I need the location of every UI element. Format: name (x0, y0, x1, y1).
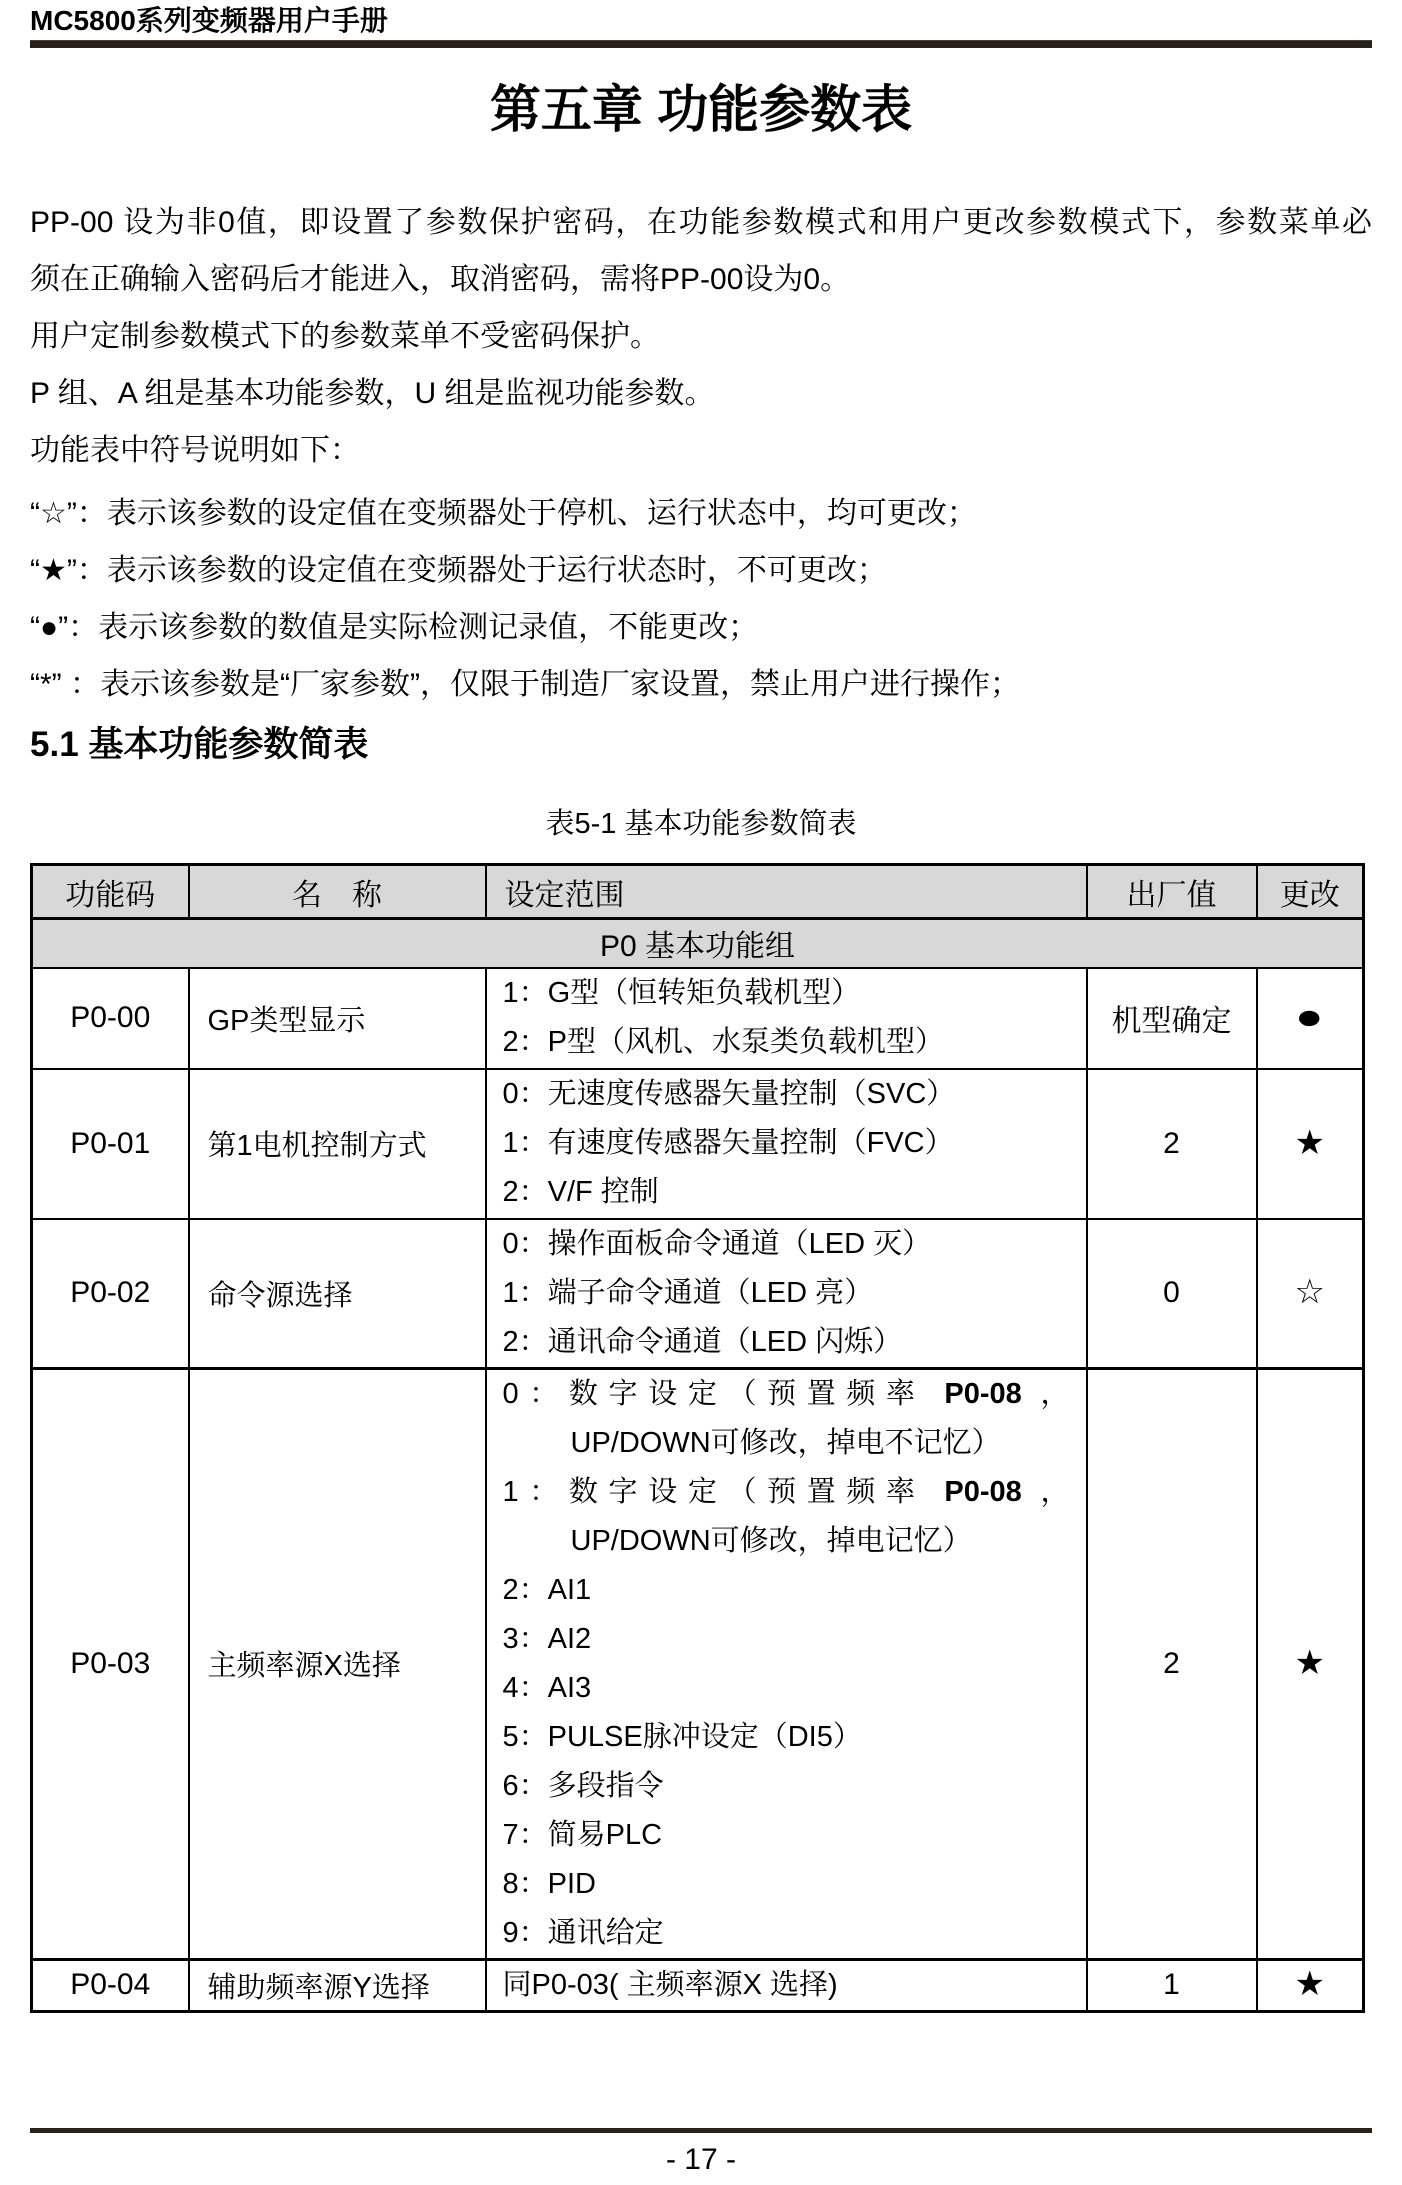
param-default: 2 (1087, 1368, 1257, 1959)
param-code: P0-02 (32, 1219, 189, 1369)
dot-symbol: ● (1295, 997, 1325, 1037)
range-option: UP/DOWN可修改，掉电不记忆） (570, 1426, 1001, 1459)
note-dot: “●”：表示该参数的数值是实际检测记录值，不能更改； (30, 611, 759, 644)
paragraph-line: PP-00 设为非0值，即设置了参数保护密码，在功能参数模式和用户更改参数模式下，参数菜单必 (30, 206, 1372, 239)
range-option: 同P0-03( 主频率源X 选择) (502, 1968, 838, 2001)
param-name: 第1电机控制方式 (189, 1069, 486, 1219)
col-header-range: 设定范围 (486, 865, 1087, 919)
param-code: P0-04 (32, 1959, 189, 2011)
param-default: 0 (1087, 1219, 1257, 1369)
range-option: 0：数字设定（预置频率 P0-08 ， (502, 1377, 1070, 1410)
col-header-name: 名 称 (189, 865, 486, 919)
col-header-code: 功能码 (32, 865, 189, 919)
range-options (503, 1370, 1070, 1958)
param-change (1257, 1219, 1364, 1369)
intro-paragraphs (30, 194, 1372, 479)
symbol-notes (30, 485, 1372, 713)
footer-rule (30, 2128, 1372, 2133)
param-change (1257, 1368, 1364, 1959)
param-default: 2 (1087, 1069, 1257, 1219)
table-row (32, 1959, 1364, 2011)
note-star-solid: “★”：表示该参数的设定值在变频器处于运行状态时，不可更改； (30, 554, 887, 587)
range-option: 1：G型（恒转矩负载机型） (502, 977, 861, 1009)
param-range (486, 1069, 1087, 1219)
manual-title: MC5800系列变频器用户手册 (30, 5, 388, 36)
range-option: 3：AI2 (502, 1622, 592, 1655)
table-row (32, 1368, 1364, 1959)
page-header (30, 0, 1372, 37)
range-option: 2：AI1 (502, 1573, 592, 1606)
col-header-default: 出厂值 (1087, 865, 1257, 919)
group-header: P0 基本功能组 (32, 919, 1364, 968)
paragraph-line: 须在正确输入密码后才能进入，取消密码，需将PP-00设为0。 (30, 263, 851, 296)
solid-star-symbol: ★ (1294, 1123, 1325, 1162)
table-row (32, 1219, 1364, 1369)
table-head (32, 865, 1364, 968)
range-option: 7：简易PLC (502, 1818, 663, 1851)
range-option: 6：多段指令 (502, 1769, 664, 1802)
range-option: 8：PID (502, 1867, 596, 1900)
range-option: 9：通讯给定 (502, 1916, 664, 1949)
paragraph-line: 用户定制参数模式下的参数菜单不受密码保护。 (30, 320, 660, 353)
table-body (32, 968, 1364, 2012)
solid-star-symbol: ★ (1294, 1965, 1325, 2003)
page-number: - 17 - (665, 2143, 737, 2176)
range-options (503, 1220, 1070, 1367)
section-heading: 5.1 基本功能参数简表 (30, 725, 369, 764)
param-name: 命令源选择 (189, 1219, 486, 1369)
note-asterisk: “*” ：表示该参数是“厂家参数”，仅限于制造厂家设置，禁止用户进行操作； (30, 668, 1020, 701)
range-option: 5：PULSE脉冲设定（DI5） (502, 1720, 862, 1753)
note-star-hollow: “☆”：表示该参数的设定值在变频器处于停机、运行状态中，均可更改； (30, 497, 977, 530)
table-row (32, 968, 1364, 1069)
paragraph-line: 功能表中符号说明如下： (30, 434, 360, 467)
table-row (32, 1069, 1364, 1219)
range-option: 1：端子命令通道（LED 亮） (502, 1276, 874, 1309)
param-code: P0-01 (32, 1069, 189, 1219)
table-caption: 表5-1 基本功能参数简表 (545, 808, 857, 840)
range-option: 4：AI3 (502, 1671, 592, 1704)
param-code: P0-03 (32, 1368, 189, 1959)
hollow-star-symbol: ☆ (1294, 1273, 1325, 1311)
param-change (1257, 1959, 1364, 2011)
range-option: 2：V/F 控制 (502, 1176, 659, 1208)
table-header-row (32, 865, 1364, 919)
parameter-table (30, 863, 1365, 2013)
col-header-change: 更改 (1257, 865, 1364, 919)
param-change (1257, 968, 1364, 1069)
param-default: 机型确定 (1087, 968, 1257, 1069)
range-option: 0：操作面板命令通道（LED 灭） (502, 1227, 932, 1260)
paragraph-line: P 组、A 组是基本功能参数，U 组是监视功能参数。 (30, 377, 715, 410)
range-options (503, 1070, 1070, 1217)
solid-star-symbol: ★ (1294, 1643, 1325, 1682)
param-range (486, 1368, 1087, 1959)
range-option: 0：无速度传感器矢量控制（SVC） (502, 1078, 956, 1110)
param-name: 主频率源X选择 (189, 1368, 486, 1959)
range-option: UP/DOWN可修改，掉电记忆） (570, 1524, 972, 1557)
range-options (503, 1961, 1070, 2010)
range-options (503, 969, 1070, 1067)
chapter-title: 第五章 功能参数表 (489, 81, 913, 138)
param-change (1257, 1069, 1364, 1219)
param-name: GP类型显示 (189, 968, 486, 1069)
param-default: 1 (1087, 1959, 1257, 2011)
range-option: 2：P型（风机、水泵类负载机型） (502, 1026, 944, 1058)
header-rule (30, 40, 1372, 48)
range-option: 2：通讯命令通道（LED 闪烁） (502, 1325, 903, 1358)
param-code: P0-00 (32, 968, 189, 1069)
param-range (486, 1959, 1087, 2011)
range-option: 1：有速度传感器矢量控制（FVC） (502, 1127, 954, 1159)
param-name: 辅助频率源Y选择 (189, 1959, 486, 2011)
param-range (486, 968, 1087, 1069)
param-range (486, 1219, 1087, 1369)
range-option: 1：数字设定（预置频率 P0-08 ， (502, 1475, 1070, 1508)
group-header-row (32, 919, 1364, 968)
